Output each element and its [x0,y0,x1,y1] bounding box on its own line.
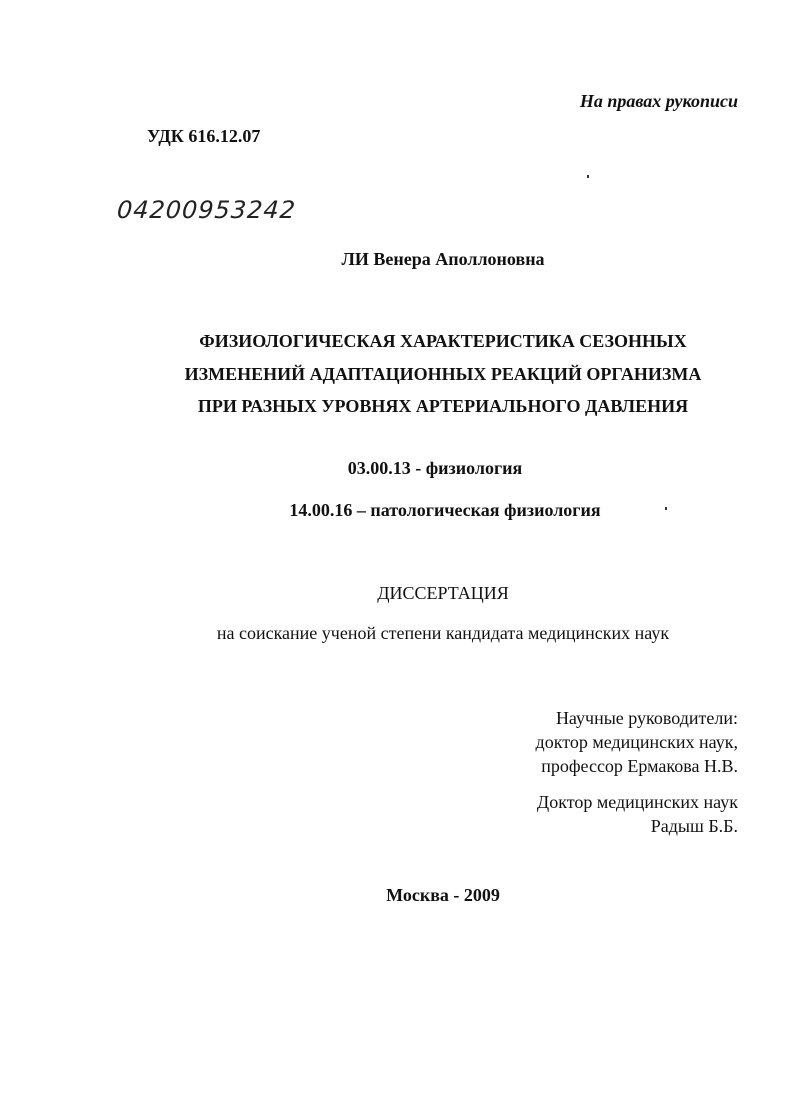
specialty-2: 14.00.16 – патологическая физиология [289,500,601,520]
city-year: Москва - 2009 [386,885,500,905]
handwritten-registration-number: 04200953242 [116,196,297,224]
supervisor-2-name: Радыш Б.Б. [650,816,738,836]
author-name: ЛИ Венера Аполлоновна [341,249,545,269]
degree-statement: на соискание ученой степени кандидата медицинских наук [216,623,670,643]
specialty-1: 03.00.13 - физиология [347,458,523,478]
scan-speck [665,507,667,510]
udc-code: УДК 616.12.07 [147,126,261,146]
scan-speck [587,175,589,178]
supervisor-2-degree: Доктор медицинских наук [536,792,738,812]
title-line-1: ФИЗИОЛОГИЧЕСКАЯ ХАРАКТЕРИСТИКА СЕЗОННЫХ [199,331,687,351]
supervisors-heading: Научные руководители: [555,708,738,728]
supervisor-1-degree: доктор медицинских наук, [535,732,738,752]
title-line-2: ИЗМЕНЕНИЙ АДАПТАЦИОННЫХ РЕАКЦИЙ ОРГАНИЗМА [184,364,702,384]
document-type: ДИССЕРТАЦИЯ [377,583,509,603]
title-line-3: ПРИ РАЗНЫХ УРОВНЯХ АРТЕРИАЛЬНОГО ДАВЛЕНИЯ [197,396,689,416]
rights-notice: На правах рукописи [579,91,738,111]
supervisor-1-name: профессор Ермакова Н.В. [541,756,738,776]
